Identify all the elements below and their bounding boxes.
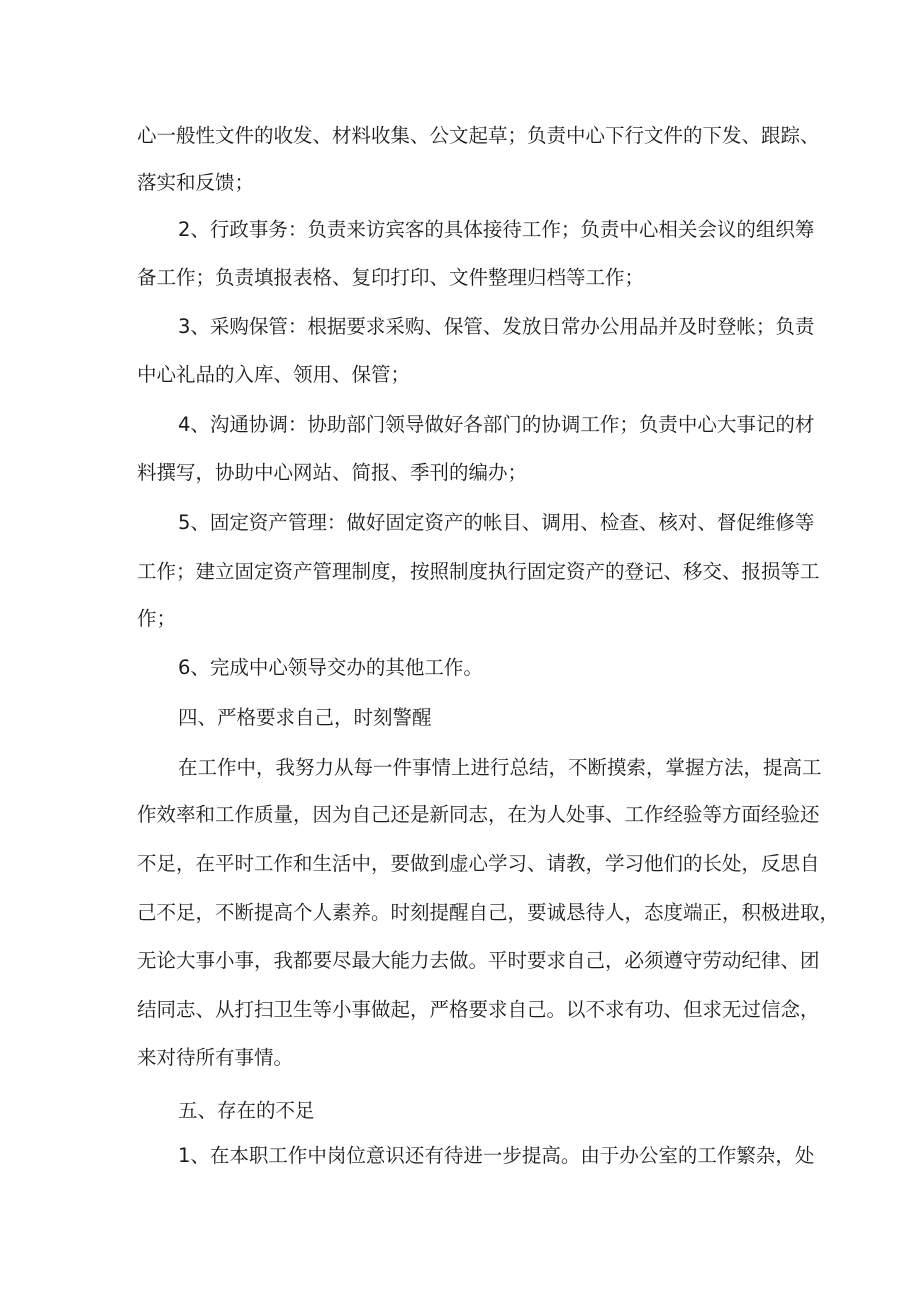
list-item-line: 6、完成中心领导交办的其他工作。 bbox=[178, 656, 483, 679]
list-item-line: 作； bbox=[137, 607, 177, 630]
section-heading: 五、存在的不足 bbox=[178, 1099, 315, 1122]
paragraph-line: 己不足，不断提高个人素养。时刻提醒自己，要诚恳待人，态度端正，积极进取， bbox=[137, 901, 840, 924]
list-item-line: 工作；建立固定资产管理制度，按照制度执行固定资产的登记、移交、报损等工 bbox=[137, 560, 820, 583]
list-item-line: 中心礼品的入库、领用、保管； bbox=[137, 363, 411, 386]
list-item-line: 3、采购保管：根据要求采购、保管、发放日常办公用品并及时登帐；负责 bbox=[178, 315, 815, 338]
list-item-line: 4、沟通协调：协助部门领导做好各部门的协调工作；负责中心大事记的材 bbox=[178, 413, 815, 436]
paragraph-line: 在工作中，我努力从每一件事情上进行总结，不断摸索，掌握方法，提高工 bbox=[178, 756, 822, 779]
list-item-line: 1、在本职工作中岗位意识还有待进一步提高。由于办公室的工作繁杂，处 bbox=[178, 1144, 815, 1167]
paragraph-line: 来对待所有事情。 bbox=[137, 1046, 294, 1069]
paragraph-line: 无论大事小事，我都要尽最大能力去做。平时要求自己，必须遵守劳动纪律、团 bbox=[137, 949, 820, 972]
paragraph-line: 结同志、从打扫卫生等小事做起，严格要求自己。以不求有功、但求无过信念， bbox=[137, 998, 820, 1021]
paragraph-line: 落实和反馈； bbox=[137, 171, 255, 194]
paragraph-line: 作效率和工作质量，因为自己还是新同志，在为人处事、工作经验等方面经验还 bbox=[137, 803, 820, 826]
list-item-line: 2、行政事务：负责来访宾客的具体接待工作；负责中心相关会议的组织筹 bbox=[178, 218, 815, 241]
section-heading: 四、严格要求自己，时刻警醒 bbox=[178, 706, 432, 729]
list-item-line: 5、固定资产管理：做好固定资产的帐目、调用、检查、核对、督促维修等 bbox=[178, 511, 815, 534]
paragraph-line: 不足，在平时工作和生活中，要做到虚心学习、请教，学习他们的长处，反思自 bbox=[137, 852, 820, 875]
list-item-line: 料撰写，协助中心网站、简报、季刊的编办； bbox=[137, 461, 528, 484]
list-item-line: 备工作；负责填报表格、复印打印、文件整理归档等工作； bbox=[137, 266, 645, 289]
paragraph-line: 心一般性文件的收发、材料收集、公文起草；负责中心下行文件的下发、跟踪、 bbox=[137, 124, 820, 147]
